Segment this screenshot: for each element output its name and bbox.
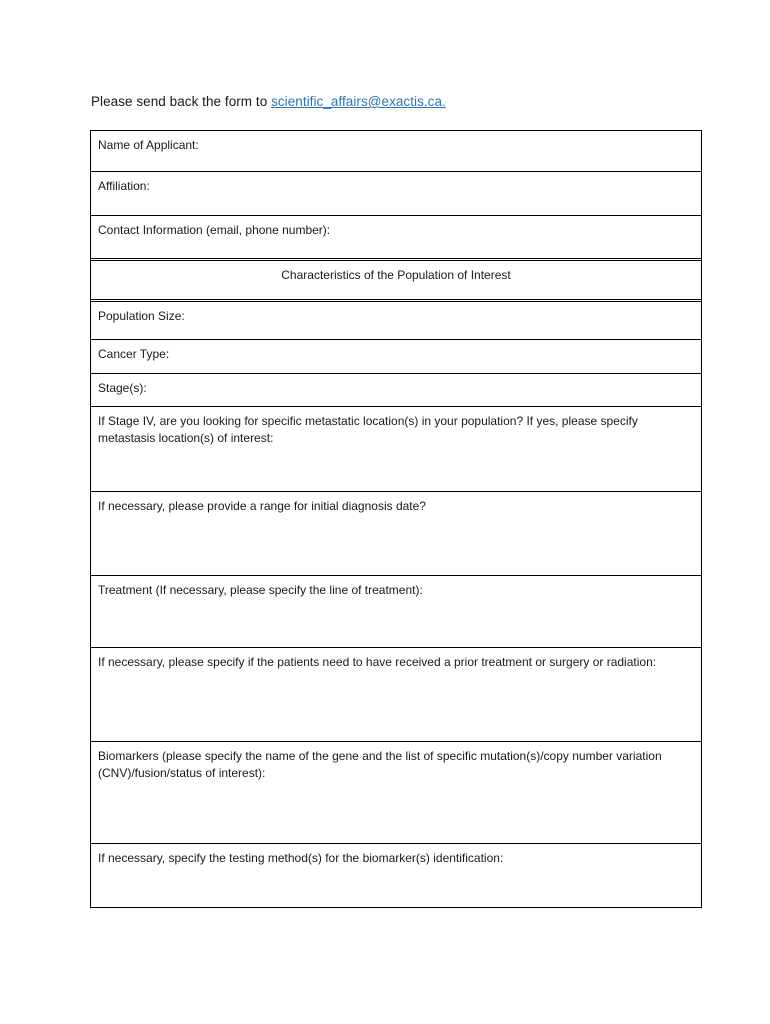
section-header <box>91 258 701 299</box>
email-link[interactable]: scientific_affairs@exactis.ca. <box>271 94 446 109</box>
intro-instruction <box>91 94 446 109</box>
application-form-table <box>90 130 702 908</box>
field-label: Contact Information (email, phone number): <box>98 223 331 237</box>
biomarkers-field[interactable] <box>91 741 701 843</box>
population-size-field[interactable] <box>91 299 701 339</box>
treatment-line-field[interactable] <box>91 575 701 647</box>
affiliation-field[interactable] <box>91 171 701 215</box>
field-label: Cancer Type: <box>98 347 170 361</box>
contact-information-field[interactable] <box>91 215 701 258</box>
section-title: Characteristics of the Population of Interest <box>281 268 511 282</box>
field-label: Treatment (If necessary, please specify the line of treatment): <box>98 583 423 597</box>
testing-method-field[interactable] <box>91 843 701 907</box>
name-of-applicant-field[interactable] <box>91 130 701 171</box>
field-label: If necessary, please provide a range for initial diagnosis date? <box>98 499 426 513</box>
field-label: If Stage IV, are you looking for specific metastatic location(s) in your population? If yes, please specify metastasis location(s) of interest: <box>98 414 638 445</box>
field-label: Stage(s): <box>98 381 147 395</box>
diagnosis-date-range-field[interactable] <box>91 491 701 575</box>
metastatic-location-field[interactable] <box>91 406 701 491</box>
stages-field[interactable] <box>91 373 701 406</box>
field-label: Biomarkers (please specify the name of the gene and the list of specific mutation(s)/copy number variation (CNV)/fusion/status of interest): <box>98 749 662 780</box>
field-label: Name of Applicant: <box>98 138 199 152</box>
field-label: If necessary, please specify if the patients need to have received a prior treatment or surgery or radiation: <box>98 655 657 669</box>
cancer-type-field[interactable] <box>91 339 701 373</box>
field-label: If necessary, specify the testing method(s) for the biomarker(s) identification: <box>98 851 504 865</box>
prior-treatment-field[interactable] <box>91 647 701 741</box>
field-label: Population Size: <box>98 309 185 323</box>
field-label: Affiliation: <box>98 179 150 193</box>
intro-text: Please send back the form to <box>91 94 272 109</box>
